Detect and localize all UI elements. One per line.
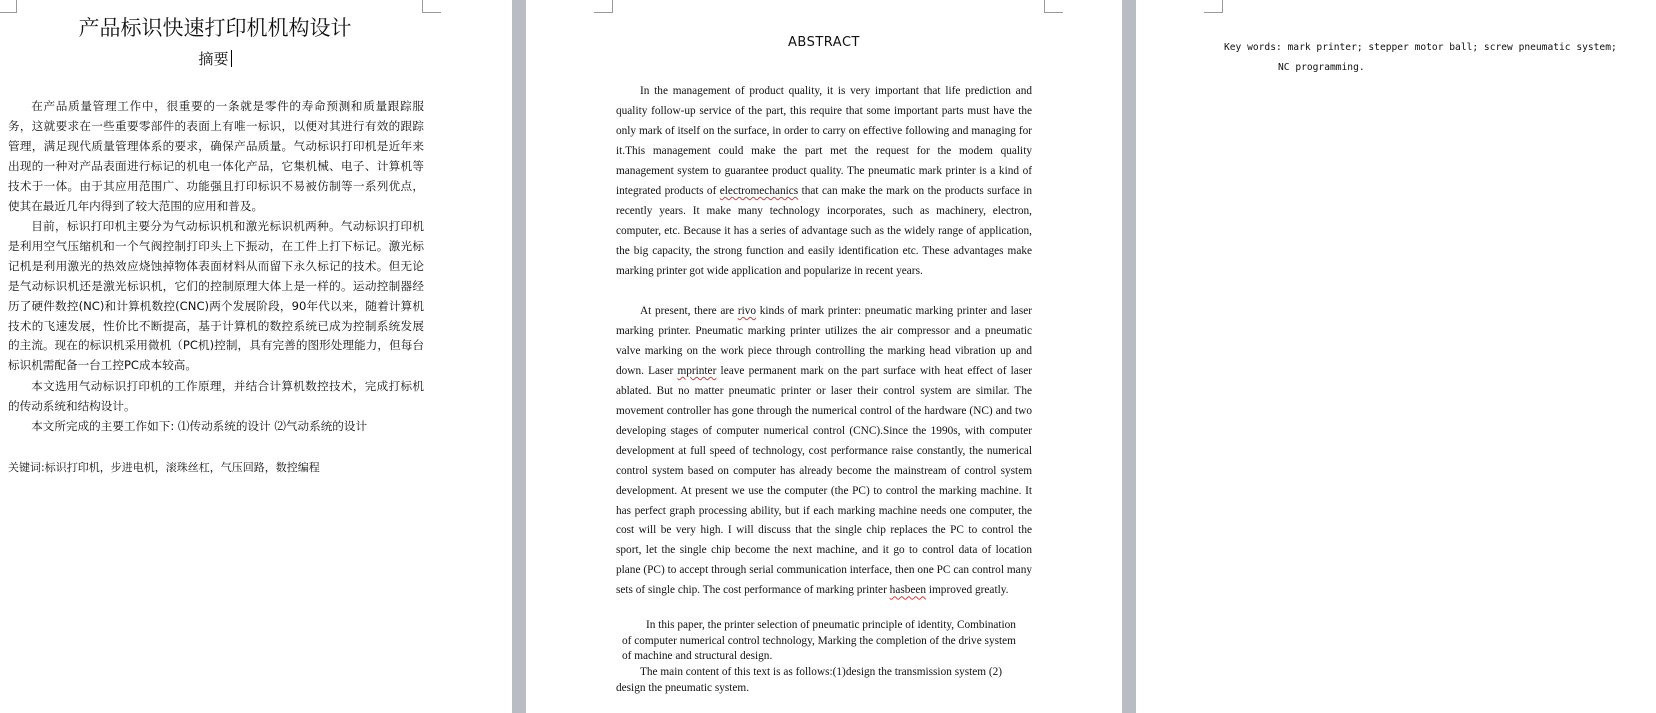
abstract-paragraph: In the management of product quality, it is very important that life prediction and quality follow-up service of the part, this require that some important parts must have the only mark of itself on the surface, in order to carry on effective following and managing for it.This management could make the part met the request for the modem quality management system to guarantee product quality. The pneumatic mark printer is a kind of integrated products of electromechanics that can make the mark on the products surface in recently years. It make many technology incorporates, such as machinery, electron, computer, etc. Because it has a series of advantage such as the widely range of application, the big capacity, the strong function and easily identification etc. These advantages make marking printer got wide application and popularize in recent years. bbox=[616, 85, 1032, 277]
keywords-line: Key words: mark printer; stepper motor ball; screw pneumatic system; bbox=[1224, 42, 1617, 53]
spellcheck-word[interactable]: mprinter bbox=[677, 364, 717, 377]
abstract-paragraph: 目前，标识打印机主要分为气动标识机和激光标识机两种。气动标识打印机是利用空气压缩机和一个气阀控制打印头上下振动，在工件上打下标记。激光标记机是利用激光的热效应烧蚀掉物体表面材料从而留下永久标记的技术。但无论是气动标识机还是激光标识机，它们的控制原理大体上是一样的。运动控制器经历了硬件数控(NC)和计算机数控(CNC)两个发展阶段，90年代以来，随着计算机技术的飞速发展，性价比不断提高，基于计算机的数控系统已成为控制系统发展的主流。现在的标识机采用微机（PC机)控制，具有完善的图形处理能力，但每台标识机需配备一台工控PC成本较高。 bbox=[8, 219, 424, 373]
page-gap bbox=[512, 0, 526, 713]
spellcheck-word[interactable]: hasbeen bbox=[889, 584, 927, 597]
spellcheck-word[interactable]: rivo bbox=[737, 305, 757, 317]
page-chinese-abstract[interactable] bbox=[0, 0, 512, 713]
margin-corner-mark bbox=[1204, 0, 1223, 13]
keywords-line-continuation: NC programming. bbox=[1278, 62, 1365, 73]
page-english-abstract[interactable] bbox=[526, 0, 1122, 713]
text-cursor bbox=[231, 50, 232, 67]
abstract-heading bbox=[0, 48, 430, 69]
margin-corner-mark bbox=[594, 0, 613, 13]
abstract-title: ABSTRACT bbox=[788, 35, 860, 50]
document-title: 产品标识快速打印机机构设计 bbox=[78, 16, 352, 40]
abstract-paragraph: At present, there are rivo kinds of mark printer: pneumatic marking printer and laser marking printer. Pneumatic marking printer utilizes the air compressor and a pneumatic valve marking on the work piece through controlling the marking head vibration up and down. Laser mprinter leave permanent mark on the part surface with heat effect of laser ablated. But no matter pneumatic printer or laser their control system are similar. The movement controller has gone through the numerical control of the hardware (NC) and two developing stages of computer numerical control (CNC).Since the 1990s, with computer development at full speed of technology, cost performance raise constantly, the numerical control system based on computer has already become the mainstream of control system development. At present we use the computer (the PC) to control the marking machine. It has perfect graph processing ability, but if each marking machine needs one computer, the cost will be very high. I will discuss that the single chip replaces the PC to control the sport, let the single chip become the next machine, and it go to control data of location plane (PC) to accept through serial communication interface, then one PC can control many sets of single chip. The cost performance of marking printer hasbeen improved greatly. bbox=[616, 305, 1032, 597]
abstract-heading-text: 摘要 bbox=[198, 50, 229, 68]
abstract-paragraph: 在产品质量管理工作中，很重要的一条就是零件的寿命预测和质量跟踪服务，这就要求在一些重要零部件的表面上有唯一标识，以便对其进行有效的跟踪管理，满足现代质量管理体系的要求，确保产品质量。气动标识打印机是近年来出现的一种对产品表面进行标记的机电一体化产品，它集机械、电子、计算机等技术于一体。由于其应用范围广、功能强且打印标识不易被仿制等一系列优点，使其在最近几年内得到了较大范围的应用和普及。 bbox=[8, 99, 424, 213]
keywords-line: 关键词:标识打印机，步进电机，滚珠丝杠，气压回路，数控编程 bbox=[8, 461, 320, 474]
page-keywords[interactable] bbox=[1136, 0, 1656, 713]
abstract-paragraph: 本文选用气动标识打印机的工作原理，并结合计算机数控技术，完成打标机的传动系统和结构设计。 bbox=[8, 379, 424, 413]
margin-corner-mark bbox=[1044, 0, 1063, 13]
spellcheck-word[interactable]: electromechanics bbox=[719, 184, 799, 197]
abstract-paragraph: 本文所完成的主要工作如下: ⑴传动系统的设计 ⑵气动系统的设计 bbox=[31, 419, 368, 433]
abstract-paragraph: In this paper, the printer selection of pneumatic principle of identity, Combination of computer numerical control technology, Marking the completion of the drive system of machine and structural design. bbox=[622, 619, 1016, 662]
page-gap bbox=[1122, 0, 1136, 713]
abstract-paragraph: The main content of this text is as follows:(1)design the transmission system (2) design the pneumatic system. bbox=[616, 666, 1003, 694]
